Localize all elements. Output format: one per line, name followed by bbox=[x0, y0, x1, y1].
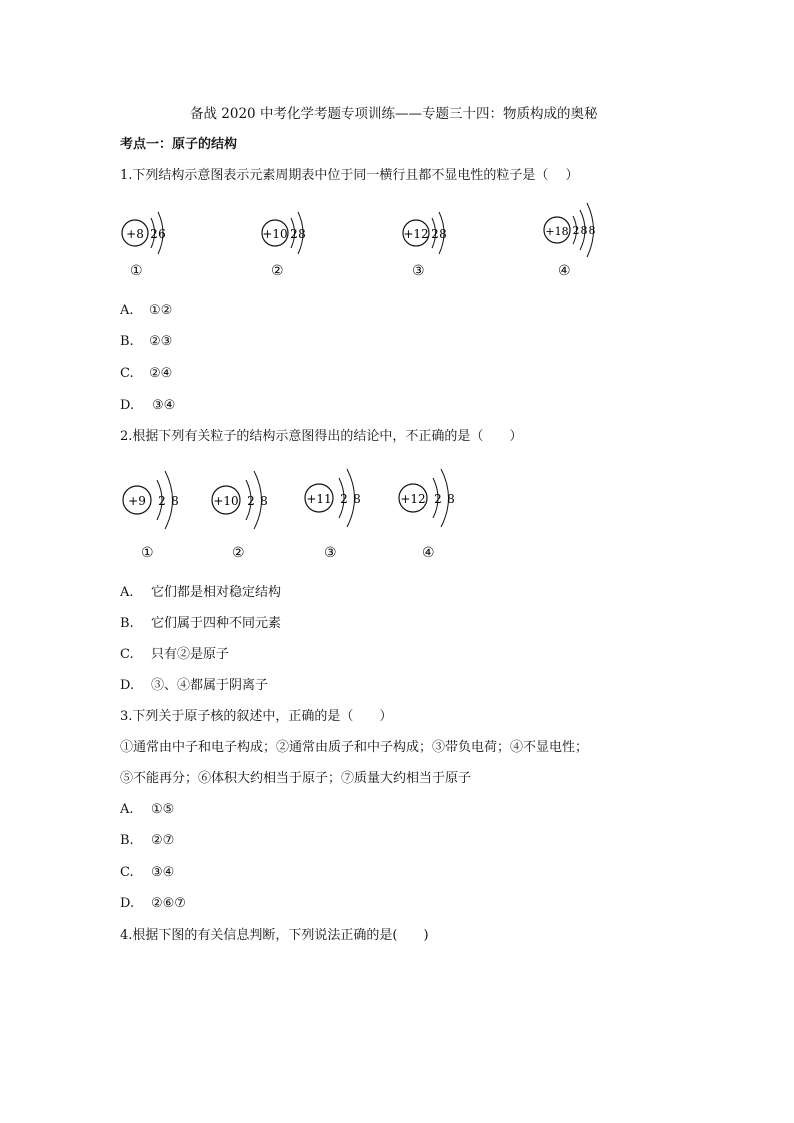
diagram-label: ② bbox=[271, 263, 284, 279]
ion-structure-diagram bbox=[209, 468, 281, 532]
svg-text:2: 2 bbox=[290, 227, 298, 241]
diagram-label: ② bbox=[232, 545, 245, 561]
ion-structure-diagram bbox=[396, 466, 468, 530]
question-3-stem: 3.下列关于原子核的叙述中，正确的是（ ） bbox=[120, 709, 393, 724]
svg-text:8: 8 bbox=[260, 494, 268, 508]
option-letter: C. bbox=[120, 366, 134, 381]
section-heading: 考点一：原子的结构 bbox=[120, 137, 238, 152]
option-letter: C. bbox=[120, 647, 134, 662]
svg-text:6: 6 bbox=[158, 227, 166, 241]
svg-text:+8: +8 bbox=[126, 227, 144, 241]
svg-text:2: 2 bbox=[340, 492, 348, 506]
option-letter: A. bbox=[120, 802, 134, 817]
atom-structure-diagram bbox=[258, 208, 328, 260]
option-text[interactable]: ③、④都属于阴离子 bbox=[151, 678, 269, 693]
svg-text:8: 8 bbox=[588, 224, 596, 237]
option-text[interactable]: ①⑤ bbox=[151, 802, 175, 817]
diagram-label: ④ bbox=[422, 545, 435, 561]
atom-structure-diagram bbox=[118, 208, 188, 260]
option-text[interactable]: ②③ bbox=[149, 334, 173, 349]
statement-line: ①通常由中子和电子构成；②通常由质子和中子构成；③带负电荷；④不显电性； bbox=[120, 740, 589, 755]
svg-text:+12: +12 bbox=[403, 227, 429, 241]
svg-text:2: 2 bbox=[150, 227, 158, 241]
svg-text:2: 2 bbox=[434, 492, 442, 506]
svg-text:8: 8 bbox=[171, 494, 179, 508]
option-text[interactable]: ②⑥⑦ bbox=[151, 896, 186, 911]
diagram-label: ① bbox=[141, 545, 154, 561]
svg-text:8: 8 bbox=[580, 224, 588, 237]
question-4-stem: 4.根据下图的有关信息判断，下列说法正确的是( ) bbox=[120, 928, 429, 943]
svg-text:8: 8 bbox=[439, 227, 447, 241]
question-2-stem: 2.根据下列有关粒子的结构示意图得出的结论中，不正确的是（ ） bbox=[120, 429, 523, 444]
option-letter: D. bbox=[120, 678, 135, 693]
svg-text:+11: +11 bbox=[306, 492, 332, 506]
diagram-label: ③ bbox=[324, 545, 337, 561]
page-title: 备战 2020 中考化学考题专项训练——专题三十四：物质构成的奥秘 bbox=[190, 106, 598, 122]
option-text[interactable]: ③④ bbox=[152, 398, 176, 413]
option-text[interactable]: 它们都是相对稳定结构 bbox=[151, 585, 282, 600]
question-1-stem: 1.下列结构示意图表示元素周期表中位于同一横行且都不显电性的粒子是（ ） bbox=[120, 168, 579, 183]
option-letter: D. bbox=[120, 398, 135, 413]
option-letter: A. bbox=[120, 585, 134, 600]
option-text[interactable]: 它们属于四种不同元素 bbox=[151, 616, 282, 631]
diagram-label: ④ bbox=[558, 263, 571, 279]
atom-structure-diagram bbox=[540, 200, 620, 260]
svg-text:8: 8 bbox=[353, 492, 361, 506]
svg-text:8: 8 bbox=[447, 492, 455, 506]
statement-line: ⑤不能再分；⑥体积大约相当于原子；⑦质量大约相当于原子 bbox=[120, 771, 472, 786]
diagram-label: ③ bbox=[412, 263, 425, 279]
svg-text:+9: +9 bbox=[128, 494, 146, 508]
option-letter: D. bbox=[120, 896, 135, 911]
svg-text:+12: +12 bbox=[400, 492, 426, 506]
option-text[interactable]: ①② bbox=[149, 303, 173, 318]
option-text[interactable]: 只有②是原子 bbox=[151, 647, 230, 662]
option-text[interactable]: ②④ bbox=[149, 366, 173, 381]
ion-structure-diagram bbox=[302, 466, 374, 530]
svg-text:+18: +18 bbox=[545, 225, 569, 238]
svg-text:2: 2 bbox=[431, 227, 439, 241]
svg-text:2: 2 bbox=[572, 224, 580, 237]
option-letter: B. bbox=[120, 334, 134, 349]
option-letter: A. bbox=[120, 303, 134, 318]
svg-text:8: 8 bbox=[298, 227, 306, 241]
option-letter: B. bbox=[120, 833, 134, 848]
atom-structure-diagram bbox=[399, 208, 469, 260]
svg-text:+10: +10 bbox=[262, 227, 288, 241]
diagram-label: ① bbox=[130, 263, 143, 279]
svg-text:2: 2 bbox=[247, 494, 255, 508]
option-letter: C. bbox=[120, 865, 134, 880]
svg-text:2: 2 bbox=[158, 494, 166, 508]
option-letter: B. bbox=[120, 616, 134, 631]
svg-text:+10: +10 bbox=[213, 494, 239, 508]
option-text[interactable]: ③④ bbox=[151, 865, 175, 880]
ion-structure-diagram bbox=[120, 468, 192, 532]
option-text[interactable]: ②⑦ bbox=[151, 833, 175, 848]
